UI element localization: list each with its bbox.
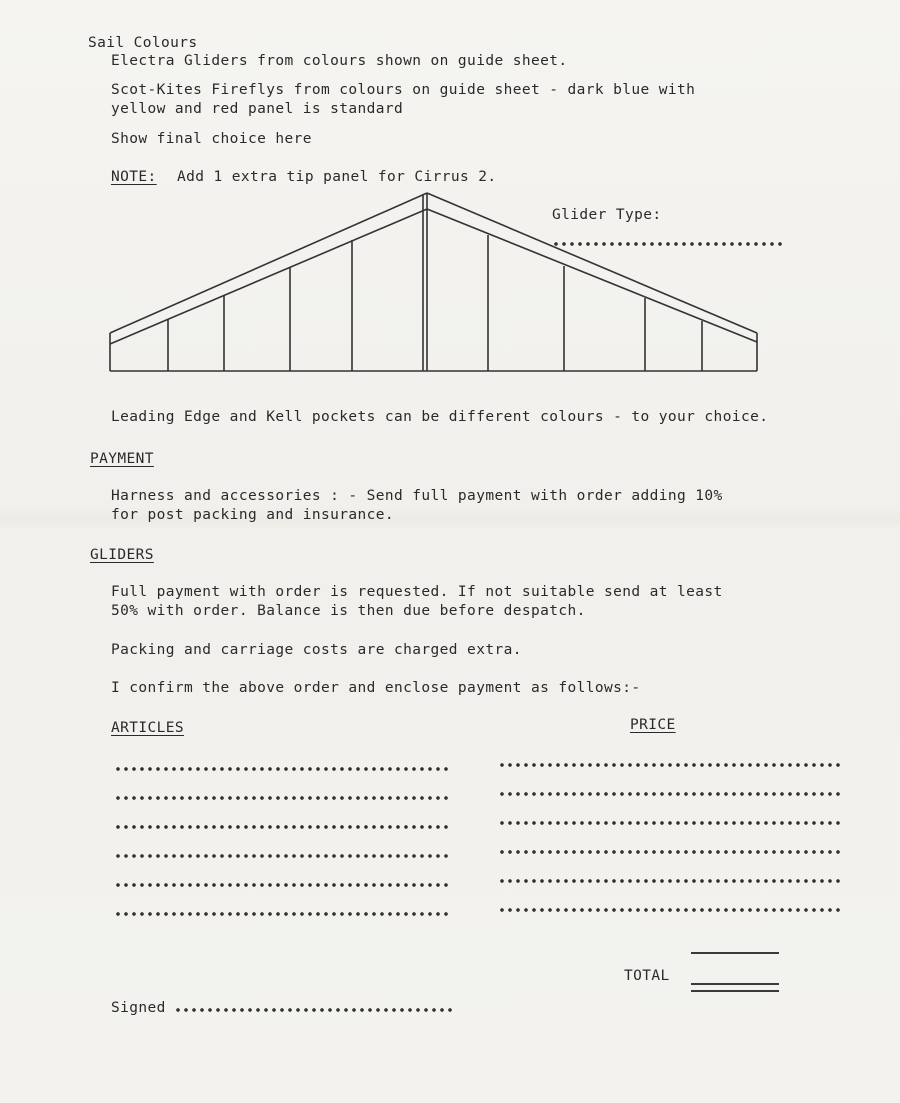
gliders-line-1: Full payment with order is requested. If not suitable send at least [111, 584, 723, 600]
article-field[interactable] [114, 794, 450, 802]
total-double-rule [691, 990, 779, 992]
gliders-line-2: 50% with order. Balance is then due before despatch. [111, 603, 586, 619]
leading-edge-line: Leading Edge and Kell pockets can be different colours - to your choice. [111, 409, 769, 425]
article-field[interactable] [114, 852, 450, 860]
signature-field[interactable] [174, 1006, 452, 1014]
article-field[interactable] [114, 823, 450, 831]
packing-line: Packing and carriage costs are charged extra. [111, 642, 522, 658]
price-field[interactable] [498, 761, 842, 769]
sail-diagram [100, 185, 765, 380]
article-field[interactable] [114, 910, 450, 918]
price-field[interactable] [498, 819, 842, 827]
total-label: TOTAL [624, 968, 670, 984]
payment-heading: PAYMENT [90, 451, 154, 467]
article-field[interactable] [114, 881, 450, 889]
signed-label: Signed [111, 1000, 166, 1016]
price-field[interactable] [498, 848, 842, 856]
scot-kites-line-2: yellow and red panel is standard [111, 101, 404, 117]
payment-line-1: Harness and accessories : - Send full payment with order adding 10% [111, 488, 723, 504]
article-field[interactable] [114, 765, 450, 773]
electra-line: Electra Gliders from colours shown on guide sheet. [111, 53, 568, 69]
note-text: Add 1 extra tip panel for Cirrus 2. [177, 169, 497, 185]
price-field[interactable] [498, 906, 842, 914]
total-field[interactable] [691, 983, 779, 985]
glider-type-label: Glider Type: [552, 207, 662, 223]
subtotal-rule [691, 952, 779, 954]
sail-colours-heading: Sail Colours [88, 35, 198, 51]
payment-line-2: for post packing and insurance. [111, 507, 395, 523]
note-label: NOTE: [111, 169, 157, 185]
show-choice-line: Show final choice here [111, 131, 312, 147]
gliders-heading: GLIDERS [90, 547, 154, 563]
articles-header: ARTICLES [111, 720, 185, 736]
confirm-line: I confirm the above order and enclose payment as follows:- [111, 680, 641, 696]
price-header: PRICE [630, 717, 676, 733]
price-field[interactable] [498, 790, 842, 798]
scot-kites-line-1: Scot-Kites Fireflys from colours on guide sheet - dark blue with [111, 82, 696, 98]
price-field[interactable] [498, 877, 842, 885]
